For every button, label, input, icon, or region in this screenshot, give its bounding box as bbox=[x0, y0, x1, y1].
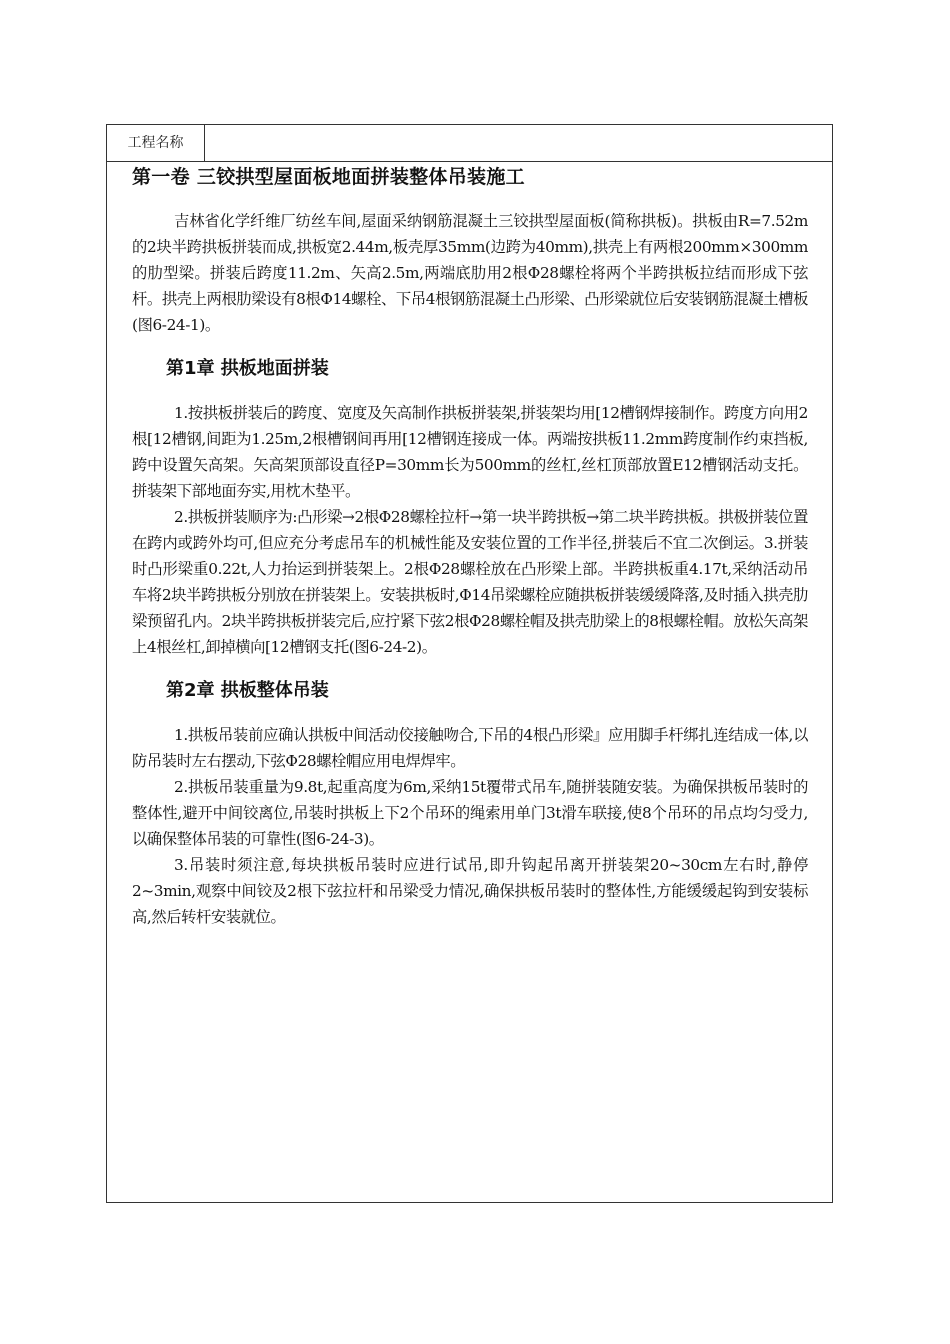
document-sheet bbox=[106, 124, 833, 1203]
intro-paragraph: 吉林省化学纤维厂纺丝车间,屋面采纳钢筋混凝土三铰拱型屋面板(简称拱板)。拱板由R=7.52m的2块半跨拱板拼装而成,拱板宽2.44m,板壳厚35mm(边跨为40mm),拱壳上有两根200mm×300mm的肋型梁。拼装后跨度11.2m、矢高2.5m,两端底肋用2根Φ28螺栓将两个半跨拱板拉结而形成下弦杆。拱壳上两根肋梁设有8根Φ14螺栓、下吊4根钢筋混凝土凸形梁、凸形梁就位后安装钢筋混凝土槽板(图6-24-1)。 bbox=[132, 212, 808, 334]
project-name-row bbox=[107, 125, 832, 162]
volume-title: 第一卷 三铰拱型屋面板地面拼装整体吊装施工 bbox=[132, 166, 525, 188]
chapter-1-heading: 第1章 拱板地面拼装 bbox=[166, 358, 329, 379]
chapter-1-paragraph-2: 2.拱板拼装顺序为:凸形梁→2根Φ28螺栓拉杆→第一块半跨拱板→第二块半跨拱板。拱极拼装位置在跨内或跨外均可,但应充分考虑吊车的机械性能及安装位置的工作半径,拼装后不宜二次倒运。3.拼装时凸形梁重0.22t,人力抬运到拼装架上。2根Φ28螺栓放在凸形梁上部。半跨拱板重4.17t,采纳活动吊车将2块半跨拱板分别放在拼装架上。安装拱板时,Φ14吊梁螺栓应随拱板拼装缓缓降落,及时插入拱壳肋梁预留孔内。2块半跨拱板拼装完后,应拧紧下弦2根Φ28螺栓帽及拱壳肋梁上的8根螺栓帽。放松矢高架上4根丝杠,卸掉横向[12槽钢支托(图6-24-2)。 bbox=[132, 508, 808, 656]
project-name-label: 工程名称 bbox=[107, 125, 205, 161]
document-body bbox=[107, 162, 832, 1202]
chapter-1-paragraph-1: 1.按拱板拼装后的跨度、宽度及矢高制作拱板拼装架,拼装架均用[12槽钢焊接制作。跨度方向用2根[12槽钢,间距为1.25m,2根槽钢间再用[12槽钢连接成一体。两端按拱板11.2mm跨度制作约束挡板,跨中设置矢高架。矢高架顶部设直径P=30mm长为500mm的丝杠,丝杠顶部放置E12槽钢活动支托。拼装架下部地面夯实,用枕木垫平。 bbox=[132, 404, 808, 500]
chapter-2-paragraph-2: 2.拱板吊装重量为9.8t,起重高度为6m,采纳15t覆带式吊车,随拼装随安装。为确保拱板吊装时的整体性,避开中间铰离位,吊装时拱板上下2个吊环的绳索用单门3t滑车联接,使8个吊环的吊点均匀受力,以确保整体吊装的可靠性(图6-24-3)。 bbox=[132, 778, 808, 848]
project-name-value bbox=[205, 125, 832, 161]
chapter-2-heading: 第2章 拱板整体吊装 bbox=[166, 680, 329, 701]
chapter-2-paragraph-1: 1.拱板吊装前应确认拱板中间活动佼接触吻合,下吊的4根凸形梁』应用脚手杆绑扎连结成一体,以防吊装时左右摆动,下弦Φ28螺栓帽应用电焊焊牢。 bbox=[132, 726, 808, 770]
chapter-2-paragraph-3: 3.吊装时须注意,每块拱板吊装时应进行试吊,即升钩起吊离开拼装架20~30cm左右时,静停2~3min,观察中间铰及2根下弦拉杆和吊梁受力情况,确保拱板吊装时的整体性,方能缓缓起钩到安装标高,然后转杆安装就位。 bbox=[132, 856, 808, 926]
